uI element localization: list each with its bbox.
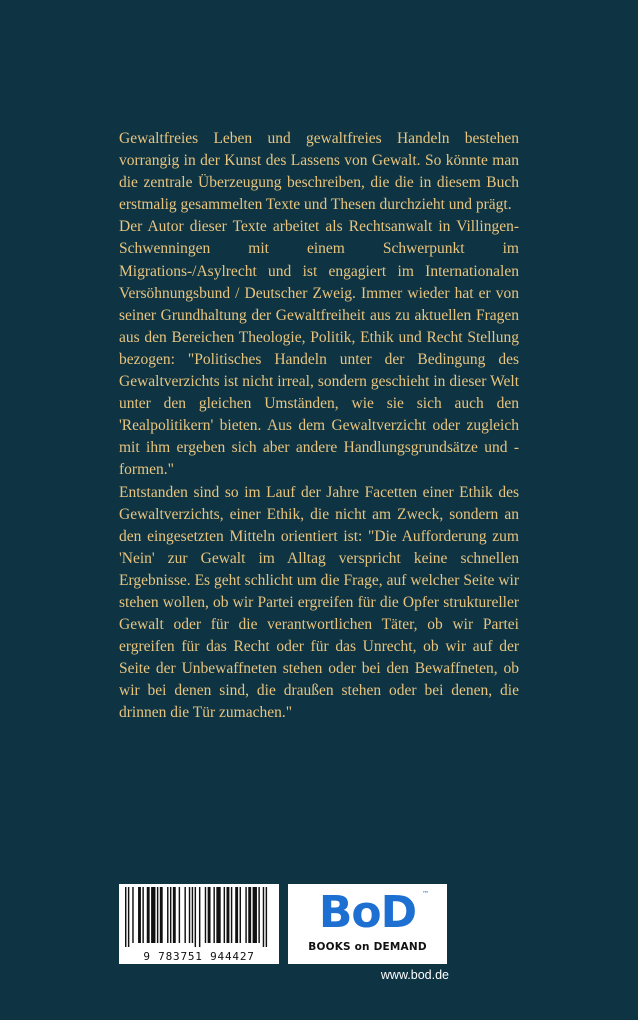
bod-logo: BoD	[318, 887, 417, 938]
blurb-paragraph-1: Gewaltfreies Leben und gewaltfreies Handeln bestehen vorrangig in der Kunst des Lassens von Gewalt. So könnte man die zentrale Überzeugung beschreiben, die die in diesem Buch erstmalig gesammelten Texte und Thesen durchzieht und prägt.	[119, 130, 519, 214]
publisher-logo-box	[288, 884, 447, 964]
isbn-barcode	[119, 884, 279, 964]
trademark-mark: ™	[422, 890, 429, 898]
publisher-tagline: BOOKS on DEMAND	[308, 941, 427, 953]
blurb-paragraph-2: Der Autor dieser Texte arbeitet als Rechtsanwalt in Villingen-Schwenningen mit einem Schwerpunkt im Migrations-/Asylrecht und ist engagiert im Internationalen Versöhnungsbund / Deutscher Zweig. Immer wieder hat er von seiner Grundhaltung der Gewaltfreiheit aus zu aktuellen Fragen aus den Bereichen Theologie, Politik, Ethik und Recht Stellung bezogen: "Politisches Handeln unter der Bedingung des Gewaltverzichts ist nicht irreal, sondern geschieht in dieser Welt unter den gleichen Umständen, wie sie sich auch den 'Realpolitikern' bieten. Aus dem Gewaltverzicht oder zugleich mit ihm ergeben sich aber andere Handlungsgrundsätze und -formen."	[119, 218, 519, 479]
isbn-number: 9 783751 944427	[143, 950, 255, 963]
blurb-paragraph-3: Entstanden sind so im Lauf der Jahre Facetten einer Ethik des Gewaltverzichts, einer Ethik, die nicht am Zweck, sondern an den eingesetzten Mitteln orientiert ist: "Die Aufforderung zum 'Nein' zur Gewalt im Alltag verspricht keine schnellen Ergebnisse. Es geht schlicht um die Frage, auf welcher Seite wir stehen wollen, ob wir Partei ergreifen für die Opfer struktureller Gewalt oder für die verantwortlichen Täter, ob wir Partei ergreifen für das Recht oder für das Unrecht, ob wir auf der Seite der Unbewaffneten stehen oder bei den Bewaffneten, ob wir bei denen sind, die draußen stehen oder bei denen, die drinnen die Tür zumachen."	[119, 483, 519, 722]
barcode-bars	[123, 887, 275, 947]
back-cover-blurb	[119, 128, 519, 725]
publisher-url[interactable]: www.bod.de	[380, 968, 449, 982]
